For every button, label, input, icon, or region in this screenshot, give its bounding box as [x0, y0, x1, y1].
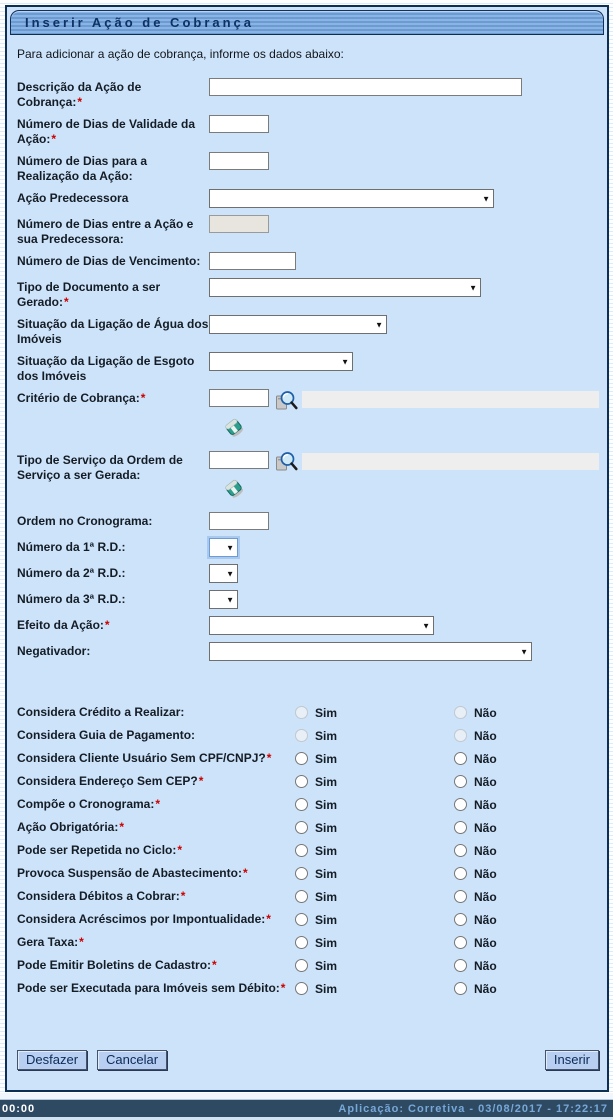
considera-cliente-sem-cpf-cnpj-yes-radio[interactable] [295, 752, 308, 765]
considera-credito-realizar-no-option[interactable] [454, 706, 599, 720]
pode-ser-repetida-ciclo-no-label: Não [474, 843, 497, 858]
dias-validade-acao-input[interactable] [209, 115, 269, 133]
tipo-servico-ordem-servico-input[interactable] [209, 451, 269, 469]
criterio-cobranca-label: Critério de Cobrança:* [17, 391, 146, 405]
considera-debitos-cobrar-no-option[interactable] [454, 890, 599, 904]
footer-app-info: Aplicação: Corretiva - 03/08/2017 - 17:22:17 [338, 1102, 608, 1115]
considera-guia-pagamento-no-option[interactable] [454, 729, 599, 743]
radio-row-pode-ser-executada-imoveis-sem-debito [17, 977, 599, 1000]
negativador-select-wrap [209, 642, 532, 661]
considera-acrescimos-impontualidade-no-label: Não [474, 912, 497, 927]
compoe-cronograma-no-radio[interactable] [454, 798, 467, 811]
radio-row-compoe-cronograma [17, 793, 599, 816]
situacao-ligacao-agua-label: Situação da Ligação de Água dos Imóveis [17, 317, 209, 346]
acao-predecessora-label: Ação Predecessora [17, 191, 129, 205]
situacao-ligacao-esgoto-select-wrap [209, 352, 353, 371]
radio-row-acao-obrigatoria [17, 816, 599, 839]
tipo-documento-gerado-control [209, 277, 599, 310]
descricao-acao-cobranca-control [209, 77, 599, 110]
criterio-cobranca-input[interactable] [209, 389, 269, 407]
required-marker: * [280, 981, 286, 995]
insert-collection-action-panel [5, 5, 609, 1092]
numero-1-rd-label: Número da 1ª R.D.: [17, 540, 126, 554]
field-row-tipo-documento-gerado [17, 277, 599, 310]
gera-taxa-no-option[interactable] [454, 936, 599, 950]
considera-credito-realizar-no-radio[interactable] [454, 706, 467, 719]
compoe-cronograma-label: Compõe o Cronograma:* [17, 797, 161, 811]
dias-vencimento-label: Número de Dias de Vencimento: [17, 254, 201, 268]
compoe-cronograma-yes-radio[interactable] [295, 798, 308, 811]
radio-row-considera-credito-realizar [17, 701, 599, 724]
pode-ser-repetida-ciclo-yes-option[interactable] [295, 844, 454, 858]
pode-emitir-boletins-cadastro-no-label: Não [474, 958, 497, 973]
considera-acrescimos-impontualidade-yes-radio[interactable] [295, 913, 308, 926]
pode-emitir-boletins-cadastro-yes-option[interactable] [295, 959, 454, 973]
required-marker: * [140, 391, 146, 405]
required-marker: * [119, 820, 125, 834]
considera-guia-pagamento-label: Considera Guia de Pagamento: [17, 728, 196, 742]
eraser-icon[interactable] [221, 477, 245, 501]
acao-obrigatoria-no-option[interactable] [454, 821, 599, 835]
field-row-criterio-cobranca [17, 388, 599, 446]
negativador-select[interactable] [210, 644, 531, 661]
efeito-acao-select-wrap [209, 616, 434, 635]
compoe-cronograma-no-label: Não [474, 797, 497, 812]
considera-guia-pagamento-no-label: Não [474, 728, 497, 743]
efeito-acao-label: Efeito da Ação:* [17, 618, 110, 632]
tipo-documento-gerado-select-wrap [209, 278, 481, 297]
pode-emitir-boletins-cadastro-label: Pode Emitir Boletins de Cadastro:* [17, 958, 217, 972]
considera-endereco-sem-cep-label: Considera Endereço Sem CEP?* [17, 774, 204, 788]
footer-timer: 00:00 [2, 1102, 36, 1115]
considera-cliente-sem-cpf-cnpj-no-option[interactable] [454, 752, 599, 766]
considera-credito-realizar-no-label: Não [474, 705, 497, 720]
radio-row-gera-taxa [17, 931, 599, 954]
efeito-acao-control [209, 615, 599, 637]
numero-3-rd-select-wrap [209, 590, 238, 609]
situacao-ligacao-agua-select-wrap [209, 315, 387, 334]
button-row [7, 1050, 607, 1070]
pode-ser-repetida-ciclo-label: Pode ser Repetida no Ciclo:* [17, 843, 183, 857]
dias-entre-acao-predecessora-input[interactable] [209, 215, 269, 233]
situacao-ligacao-agua-select[interactable] [210, 317, 386, 334]
numero-2-rd-label: Número da 2ª R.D.: [17, 566, 126, 580]
field-row-dias-entre-acao-predecessora [17, 214, 599, 247]
radio-row-pode-ser-repetida-ciclo [17, 839, 599, 862]
considera-guia-pagamento-yes-label: Sim [315, 728, 338, 743]
criterio-cobranca-erase-line [221, 415, 599, 444]
considera-acrescimos-impontualidade-no-radio[interactable] [454, 913, 467, 926]
eraser-icon[interactable] [221, 415, 245, 439]
required-marker: * [64, 295, 69, 309]
required-marker: * [266, 912, 271, 926]
considera-debitos-cobrar-label: Considera Débitos a Cobrar:* [17, 889, 186, 903]
pode-ser-executada-imoveis-sem-debito-yes-radio[interactable] [295, 982, 308, 995]
page-title-bar [10, 10, 604, 35]
numero-3-rd-control [209, 589, 599, 611]
considera-debitos-cobrar-no-label: Não [474, 889, 497, 904]
ordem-cronograma-input[interactable] [209, 512, 269, 530]
field-row-ordem-cronograma [17, 511, 599, 533]
considera-cliente-sem-cpf-cnpj-label: Considera Cliente Usuário Sem CPF/CNPJ?* [17, 751, 272, 765]
acao-obrigatoria-label: Ação Obrigatória:* [17, 820, 125, 834]
acao-predecessora-select-wrap [209, 189, 494, 208]
considera-credito-realizar-yes-radio[interactable] [295, 706, 308, 719]
required-marker: * [155, 797, 161, 811]
field-row-situacao-ligacao-esgoto [17, 351, 599, 384]
considera-debitos-cobrar-yes-label: Sim [315, 889, 338, 904]
dias-realizacao-acao-label: Número de Dias para a Realização da Ação: [17, 154, 148, 183]
ordem-cronograma-control [209, 511, 599, 533]
considera-endereco-sem-cep-no-option[interactable] [454, 775, 599, 789]
acao-obrigatoria-yes-radio[interactable] [295, 821, 308, 834]
pode-ser-executada-imoveis-sem-debito-no-label: Não [474, 981, 497, 996]
pode-ser-repetida-ciclo-no-radio[interactable] [454, 844, 467, 857]
gera-taxa-yes-label: Sim [315, 935, 338, 950]
search-icon[interactable] [274, 389, 298, 413]
required-marker: * [104, 618, 110, 632]
situacao-ligacao-esgoto-control [209, 351, 599, 384]
tipo-servico-ordem-servico-erase-line [221, 477, 599, 506]
provoca-suspensao-abastecimento-yes-label: Sim [315, 866, 338, 881]
compoe-cronograma-no-option[interactable] [454, 798, 599, 812]
numero-2-rd-control [209, 563, 599, 585]
gera-taxa-yes-option[interactable] [295, 936, 454, 950]
considera-endereco-sem-cep-yes-radio[interactable] [295, 775, 308, 788]
dias-validade-acao-control [209, 114, 599, 147]
tipo-documento-gerado-select[interactable] [210, 280, 480, 297]
numero-3-rd-label: Número da 3ª R.D.: [17, 592, 126, 606]
required-marker: * [212, 958, 217, 972]
page-title: Inserir Ação de Cobrança [25, 15, 255, 30]
dias-validade-acao-label: Número de Dias de Validade da Ação:* [17, 117, 196, 146]
pode-ser-executada-imoveis-sem-debito-yes-option[interactable] [295, 982, 454, 996]
gera-taxa-no-radio[interactable] [454, 936, 467, 949]
provoca-suspensao-abastecimento-yes-option[interactable] [295, 867, 454, 881]
pode-emitir-boletins-cadastro-yes-radio[interactable] [295, 959, 308, 972]
tipo-servico-ordem-servico-description-readonly [302, 453, 599, 470]
intro-text: Para adicionar a ação de cobrança, informe os dados abaixo: [17, 47, 344, 61]
required-marker: * [242, 866, 248, 880]
considera-acrescimos-impontualidade-yes-label: Sim [315, 912, 338, 927]
considera-guia-pagamento-yes-option[interactable] [295, 729, 454, 743]
dias-vencimento-control [209, 251, 599, 273]
considera-debitos-cobrar-yes-option[interactable] [295, 890, 454, 904]
provoca-suspensao-abastecimento-no-label: Não [474, 866, 497, 881]
field-row-numero-2-rd [17, 563, 599, 585]
gera-taxa-label: Gera Taxa:* [17, 935, 84, 949]
field-row-situacao-ligacao-agua [17, 314, 599, 347]
gera-taxa-no-label: Não [474, 935, 497, 950]
pode-ser-repetida-ciclo-yes-label: Sim [315, 843, 338, 858]
considera-cliente-sem-cpf-cnpj-yes-label: Sim [315, 751, 338, 766]
considera-credito-realizar-yes-option[interactable] [295, 706, 454, 720]
numero-2-rd-select-wrap [209, 564, 238, 583]
search-icon[interactable] [274, 451, 298, 475]
pode-emitir-boletins-cadastro-no-radio[interactable] [454, 959, 467, 972]
acao-obrigatoria-yes-label: Sim [315, 820, 338, 835]
tipo-servico-ordem-servico-lookup-line [209, 451, 599, 475]
considera-guia-pagamento-yes-radio[interactable] [295, 729, 308, 742]
gera-taxa-yes-radio[interactable] [295, 936, 308, 949]
descricao-acao-cobranca-input[interactable] [209, 78, 522, 96]
pode-ser-executada-imoveis-sem-debito-no-option[interactable] [454, 982, 599, 996]
pode-ser-executada-imoveis-sem-debito-label: Pode ser Executada para Imóveis sem Débito:* [17, 981, 286, 995]
numero-1-rd-select-wrap [209, 538, 238, 557]
provoca-suspensao-abastecimento-label: Provoca Suspensão de Abastecimento:* [17, 866, 248, 880]
desfazer-button[interactable]: Desfazer [17, 1050, 87, 1070]
numero-2-rd-select[interactable] [210, 566, 237, 583]
field-row-efeito-acao [17, 615, 599, 637]
required-marker: * [266, 751, 272, 765]
status-footer [0, 1093, 613, 1120]
field-row-numero-3-rd [17, 589, 599, 611]
situacao-ligacao-agua-control [209, 314, 599, 347]
negativador-control [209, 641, 599, 663]
numero-1-rd-control [209, 537, 599, 559]
situacao-ligacao-esgoto-label: Situação da Ligação de Esgoto dos Imóveis [17, 354, 195, 383]
required-marker: * [77, 95, 83, 109]
field-row-tipo-servico-ordem-servico [17, 450, 599, 508]
field-row-dias-validade-acao [17, 114, 599, 147]
considera-endereco-sem-cep-no-label: Não [474, 774, 497, 789]
provoca-suspensao-abastecimento-no-radio[interactable] [454, 867, 467, 880]
required-marker: * [198, 774, 204, 788]
acao-obrigatoria-yes-option[interactable] [295, 821, 454, 835]
radio-row-considera-cliente-sem-cpf-cnpj [17, 747, 599, 770]
provoca-suspensao-abastecimento-no-option[interactable] [454, 867, 599, 881]
acao-obrigatoria-no-label: Não [474, 820, 497, 835]
footer-spacer [0, 1093, 613, 1100]
efeito-acao-select[interactable] [210, 618, 433, 635]
pode-ser-repetida-ciclo-no-option[interactable] [454, 844, 599, 858]
considera-acrescimos-impontualidade-yes-option[interactable] [295, 913, 454, 927]
pode-emitir-boletins-cadastro-no-option[interactable] [454, 959, 599, 973]
situacao-ligacao-esgoto-select[interactable] [210, 354, 352, 371]
required-marker: * [180, 889, 186, 903]
compoe-cronograma-yes-option[interactable] [295, 798, 454, 812]
field-row-negativador [17, 641, 599, 663]
criterio-cobranca-control [209, 388, 599, 446]
dias-vencimento-input[interactable] [209, 252, 296, 270]
considera-debitos-cobrar-yes-radio[interactable] [295, 890, 308, 903]
field-row-dias-vencimento [17, 251, 599, 273]
descricao-acao-cobranca-label: Descrição da Ação de Cobrança:* [17, 80, 142, 109]
cancelar-button[interactable]: Cancelar [97, 1050, 167, 1070]
form-fields-section [7, 77, 607, 663]
radio-row-considera-acrescimos-impontualidade [17, 908, 599, 931]
radio-options-section [7, 701, 607, 1000]
considera-endereco-sem-cep-yes-label: Sim [315, 774, 338, 789]
tipo-documento-gerado-label: Tipo de Documento a ser Gerado:* [17, 280, 161, 309]
considera-endereco-sem-cep-yes-option[interactable] [295, 775, 454, 789]
radio-row-considera-endereco-sem-cep [17, 770, 599, 793]
considera-acrescimos-impontualidade-label: Considera Acréscimos por Impontualidade:* [17, 912, 271, 926]
tipo-servico-ordem-servico-label: Tipo de Serviço da Ordem de Serviço a ser Gerada: [17, 452, 183, 482]
tipo-servico-ordem-servico-control [209, 450, 599, 508]
criterio-cobranca-lookup-line [209, 389, 599, 413]
considera-cliente-sem-cpf-cnpj-no-label: Não [474, 751, 497, 766]
dias-entre-acao-predecessora-label: Número de Dias entre a Ação e sua Predecessora: [17, 217, 194, 246]
considera-cliente-sem-cpf-cnpj-yes-option[interactable] [295, 752, 454, 766]
field-row-numero-1-rd [17, 537, 599, 559]
field-row-dias-realizacao-acao [17, 151, 599, 184]
field-row-acao-predecessora [17, 188, 599, 210]
required-marker: * [51, 132, 57, 146]
field-row-descricao-acao-cobranca [17, 77, 599, 110]
considera-credito-realizar-yes-label: Sim [315, 705, 338, 720]
provoca-suspensao-abastecimento-yes-radio[interactable] [295, 867, 308, 880]
criterio-cobranca-description-readonly [302, 391, 599, 408]
acao-obrigatoria-no-radio[interactable] [454, 821, 467, 834]
numero-3-rd-select[interactable] [210, 592, 237, 609]
radio-row-considera-debitos-cobrar [17, 885, 599, 908]
acao-predecessora-select[interactable] [210, 191, 493, 208]
considera-credito-realizar-label: Considera Crédito a Realizar: [17, 705, 185, 719]
considera-debitos-cobrar-no-radio[interactable] [454, 890, 467, 903]
radio-row-considera-guia-pagamento [17, 724, 599, 747]
required-marker: * [177, 843, 183, 857]
pode-ser-executada-imoveis-sem-debito-yes-label: Sim [315, 981, 338, 996]
required-marker: * [79, 935, 84, 949]
radio-row-pode-emitir-boletins-cadastro [17, 954, 599, 977]
considera-acrescimos-impontualidade-no-option[interactable] [454, 913, 599, 927]
pode-ser-repetida-ciclo-yes-radio[interactable] [295, 844, 308, 857]
dias-realizacao-acao-control [209, 151, 599, 184]
dias-entre-acao-predecessora-control [209, 214, 599, 247]
negativador-label: Negativador: [17, 644, 91, 658]
acao-predecessora-control [209, 188, 599, 210]
dias-realizacao-acao-input[interactable] [209, 152, 269, 170]
ordem-cronograma-label: Ordem no Cronograma: [17, 514, 153, 528]
radio-row-provoca-suspensao-abastecimento [17, 862, 599, 885]
considera-guia-pagamento-no-radio[interactable] [454, 729, 467, 742]
considera-endereco-sem-cep-no-radio[interactable] [454, 775, 467, 788]
pode-emitir-boletins-cadastro-yes-label: Sim [315, 958, 338, 973]
compoe-cronograma-yes-label: Sim [315, 797, 338, 812]
inserir-button[interactable]: Inserir [545, 1050, 599, 1070]
considera-cliente-sem-cpf-cnpj-no-radio[interactable] [454, 752, 467, 765]
numero-1-rd-select[interactable] [210, 540, 237, 557]
footer-bar [0, 1100, 613, 1117]
pode-ser-executada-imoveis-sem-debito-no-radio[interactable] [454, 982, 467, 995]
